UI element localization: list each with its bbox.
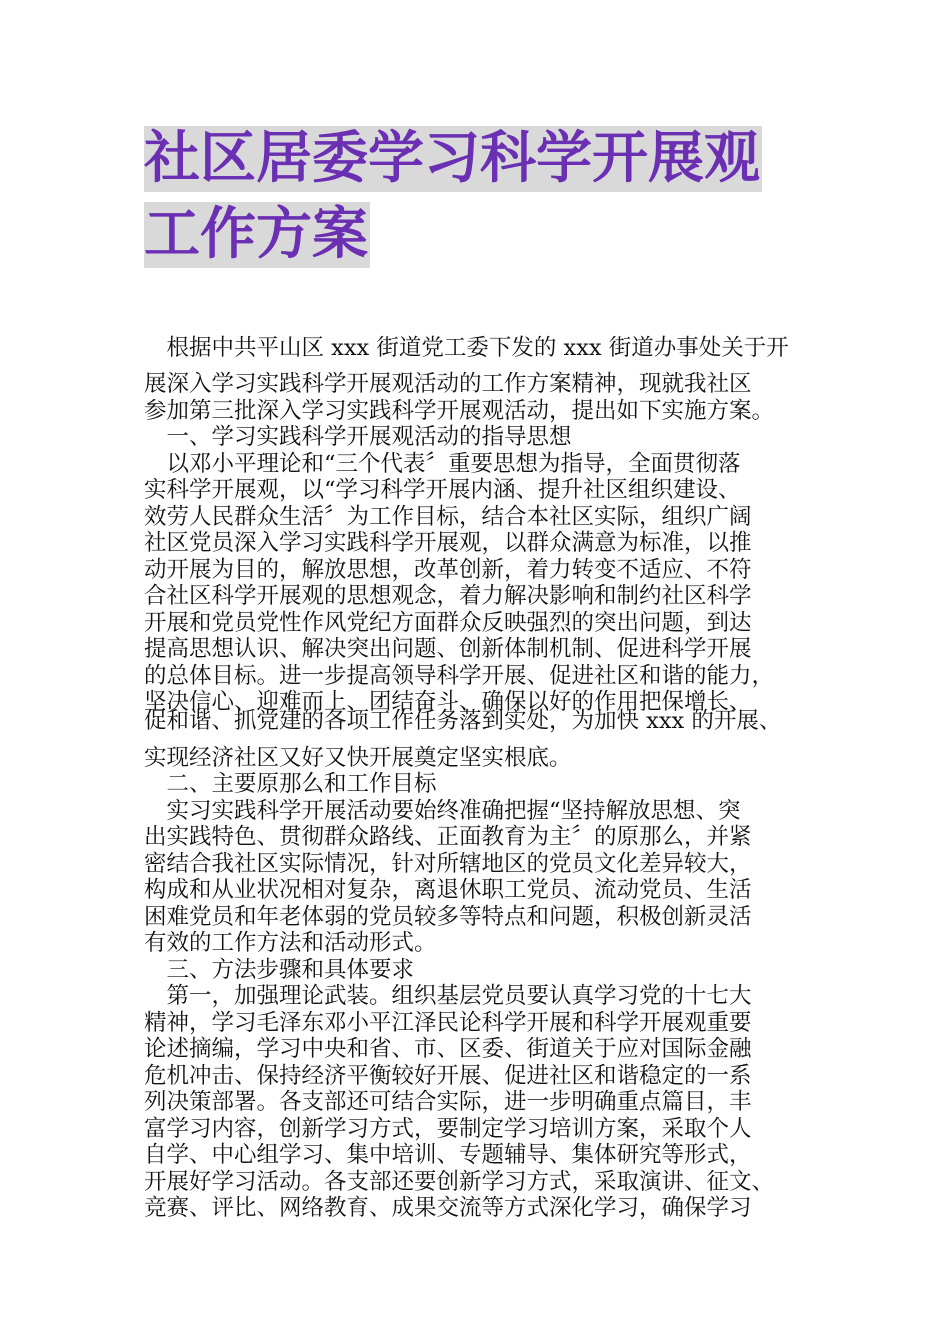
paragraph-line: 动开展为目的，解放思想，改革创新，着力转变不适应、不符 <box>144 556 752 583</box>
paragraph-line: 困难党员和年老体弱的党员较多等特点和问题，积极创新灵活 <box>144 903 752 930</box>
paragraph-line: 竞赛、评比、网络教育、成果交流等方式深化学习，确保学习 <box>144 1195 752 1221</box>
body-block-2 <box>144 708 824 771</box>
paragraph-line: 的总体目标。进一步提高领导科学开展、促进社区和谐的能力， <box>144 662 775 689</box>
paragraph-line: 坚决信心、迎难而上、团结奋斗、确保以好的作用把保增长、 <box>144 689 752 715</box>
paragraph-line: 实习实践科学开展活动要始终准确把握“坚持解放思想、突 <box>144 797 741 824</box>
paragraph-line: 社区党员深入学习实践科学开展观，以群众满意为标准，以推 <box>144 530 752 556</box>
paragraph-line: 构成和从业状况相对复杂，离退休职工党员、流动党员、生活 <box>144 877 752 903</box>
paragraph-line: 第一，加强理论武装。组织基层党员要认真学习党的十七大 <box>144 983 752 1009</box>
document-title-line-1: 社区居委学习科学开展观 <box>144 126 760 191</box>
paragraph-line: 有效的工作方法和活动形式。 <box>144 930 437 956</box>
paragraph-line: 提高思想认识、解决突出问题、创新体制机制、促进科学开展 <box>144 636 752 662</box>
paragraph-line: 列决策部署。各支部还可结合实际，进一步明确重点篇目，丰 <box>144 1089 752 1115</box>
paragraph-line: 参加第三批深入学习实践科学开展观活动，提出如下实施方案。 <box>144 397 775 424</box>
document-title <box>144 126 762 268</box>
paragraph-line: 开展好学习活动。各支部还要创新学习方式，采取演讲、征文、 <box>144 1168 775 1195</box>
paragraph-line: 展深入学习实践科学开展观活动的工作方案精神，现就我社区 <box>144 371 752 397</box>
paragraph-line: 论述摘编，学习中央和省、市、区委、街道关于应对国际金融 <box>144 1036 752 1062</box>
section-heading: 三、方法步骤和具体要求 <box>144 956 415 983</box>
paragraph-line: 自学、中心组学习、集中培训、专题辅导、集体研究等形式， <box>144 1142 752 1168</box>
paragraph-line: 富学习内容，创新学习方式，要制定学习培训方案，采取个人 <box>144 1115 752 1142</box>
paragraph-line: 开展和党员党性作风党纪方面群众反映强烈的突出问题，到达 <box>144 609 752 636</box>
body-block-1 <box>144 335 824 716</box>
paragraph-line: 促和谐、抓党建的各项工作任务落到实处，为加快 xxx 的开展、 <box>144 708 782 734</box>
paragraph-line: 以邓小平理论和“三个代表〞重要思想为指导，全面贯彻落 <box>144 450 741 477</box>
paragraph-line: 密结合我社区实际情况，针对所辖地区的党员文化差异较大， <box>144 850 752 877</box>
paragraph-line: 效劳人民群众生活〞为工作目标，结合本社区实际，组织广阔 <box>144 503 752 530</box>
paragraph-line: 根据中共平山区 xxx 街道党工委下发的 xxx 街道办事处关于开 <box>144 335 789 361</box>
paragraph-line: 出实践特色、贯彻群众路线、正面教育为主〞的原那么，并紧 <box>144 824 752 850</box>
section-heading: 一、学习实践科学开展观活动的指导思想 <box>144 424 572 450</box>
paragraph-line: 实科学开展观，以“学习科学开展内涵、提升社区组织建设、 <box>144 477 741 503</box>
document-title-line-2: 工作方案 <box>144 202 368 267</box>
paragraph-line: 精神，学习毛泽东邓小平江泽民论科学开展和科学开展观重要 <box>144 1009 752 1036</box>
paragraph-line: 危机冲击、保持经济平衡较好开展、促进社区和谐稳定的一系 <box>144 1062 752 1089</box>
paragraph-line: 合社区科学开展观的思想观念，着力解决影响和制约社区科学 <box>144 583 752 609</box>
section-heading: 二、主要原那么和工作目标 <box>144 771 437 797</box>
paragraph-line: 实现经济社区又好又快开展奠定坚实根底。 <box>144 744 572 771</box>
body-block-3 <box>144 771 824 1222</box>
